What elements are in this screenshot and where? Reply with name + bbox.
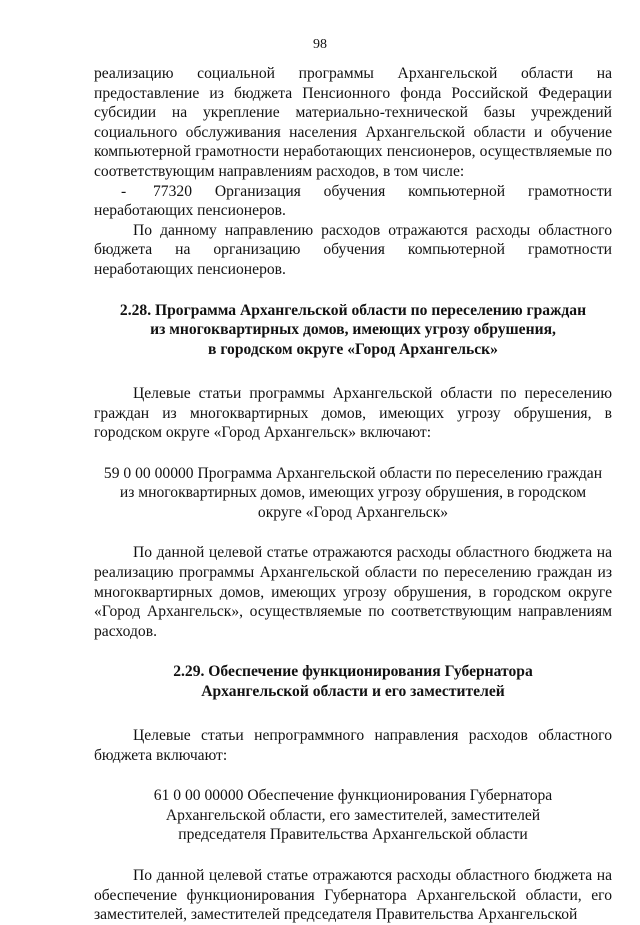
section-heading-2-28 bbox=[94, 301, 612, 360]
code-entry-line: округе «Город Архангельск» bbox=[257, 503, 449, 521]
section-heading-line: из многоквартирных домов, имеющих угрозу обрушения, bbox=[150, 321, 556, 339]
code-entry-line: председателя Правительства Архангельской области bbox=[178, 826, 528, 844]
page-number: 98 bbox=[313, 37, 327, 52]
code-entry-line: из многоквартирных домов, имеющих угрозу обрушения, в городском bbox=[119, 484, 587, 502]
bullet-item-text: 77320 Организация обучения компьютерной грамотности неработающих пенсионеров. bbox=[94, 182, 612, 220]
bullet-dash: - bbox=[121, 182, 127, 200]
section-heading-line: Архангельской области и его заместителей bbox=[201, 683, 505, 701]
section-heading-line: 2.28. Программа Архангельской области по переселению граждан bbox=[119, 301, 587, 319]
code-entry-line: 59 0 00 00000 Программа Архангельской области по переселению граждан bbox=[103, 464, 603, 482]
section-heading-2-29 bbox=[94, 662, 612, 702]
section-heading-line: в городском округе «Город Архангельск» bbox=[208, 341, 498, 359]
intro-paragraph: реализацию социальной программы Архангельской области на предоставление из бюджета Пенсионного фонда Российской Федерации субсидии на укрепление материально-технической базы учреждений социального обслуживания населения Архангельской области и обучение компьютерной грамотности неработающих пенсионеров, осуществляемые по соответствующим направлениям расходов, в том числе: bbox=[94, 65, 612, 180]
section-2-29-description: По данной целевой статье отражаются расходы областного бюджета на обеспечение функционирования Губернатора Архангельской области, его заместителей, заместителей председателя Правительства Архангельской bbox=[94, 867, 612, 924]
section-2-29-intro: Целевые статьи непрограммного направления расходов областного бюджета включают: bbox=[94, 727, 612, 764]
section-heading-line: 2.29. Обеспечение функционирования Губернатора bbox=[173, 663, 533, 681]
code-entry-line: 61 0 00 00000 Обеспечение функционирования Губернатора bbox=[153, 787, 553, 805]
section-2-28-intro: Целевые статьи программы Архангельской области по переселению граждан из многоквартирных домов, имеющих угрозу обрушения, в городском округе «Город Архангельск» включают: bbox=[94, 384, 612, 442]
page-content bbox=[94, 64, 612, 925]
paragraph-77320-description: По данному направлению расходов отражаются расходы областного бюджета на организацию обучения компьютерной грамотности неработающих пенсионеров. bbox=[94, 221, 612, 278]
section-2-28-code-entry bbox=[94, 464, 612, 523]
code-entry-line: Архангельской области, его заместителей, заместителей bbox=[165, 806, 541, 824]
section-2-28-description: По данной целевой статье отражаются расходы областного бюджета на реализацию программы Архангельской области по переселению граждан из многоквартирных домов, имеющих угрозу обрушения, в городском округе «Город Архангельск», осуществляемые по соответствующим направлениям расходов. bbox=[94, 544, 612, 640]
bullet-item-77320 bbox=[94, 182, 612, 221]
section-2-29-code-entry bbox=[94, 786, 612, 845]
